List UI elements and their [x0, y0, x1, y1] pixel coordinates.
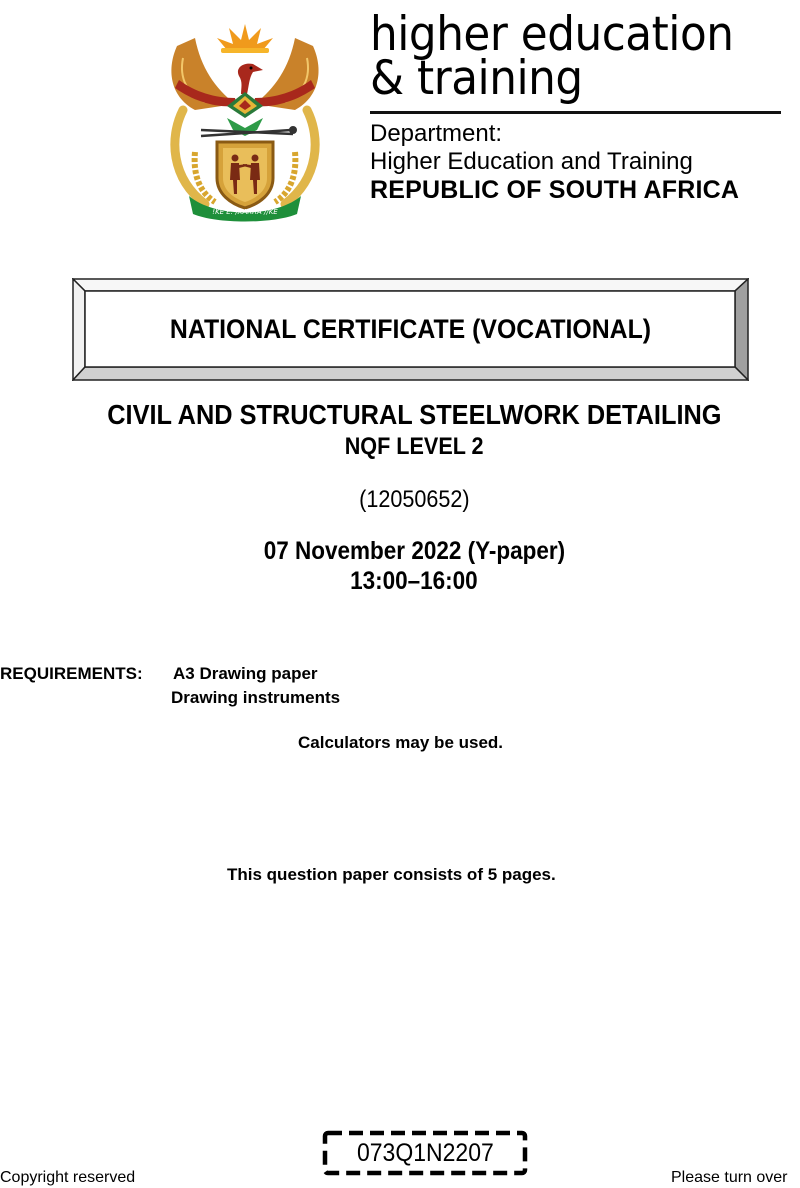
coat-of-arms-icon: [165, 18, 325, 222]
subject-title-row: [0, 399, 800, 431]
requirement-item: A3 Drawing paper: [173, 664, 318, 683]
copyright-notice: Copyright reserved: [0, 1169, 136, 1186]
country-name: REPUBLIC OF SOUTH AFRICA: [370, 176, 740, 204]
requirement-item: Drawing instruments: [171, 688, 341, 707]
motto-text: !KE E: /XARRA //KE: [212, 208, 278, 216]
exam-date: 07 November 2022 (Y-paper): [263, 537, 565, 565]
brand-line-2: & training: [370, 51, 583, 106]
subject-title: CIVIL AND STRUCTURAL STEELWORK DETAILING: [106, 399, 722, 430]
paper-code-box: [322, 1130, 528, 1176]
exam-time-row: [0, 567, 800, 596]
subject-code-row: [0, 486, 800, 514]
page-count-note: This question paper consists of 5 pages.: [227, 865, 556, 884]
department-label: Department:: [370, 120, 503, 147]
certificate-title: NATIONAL CERTIFICATE (VOCATIONAL): [169, 314, 652, 344]
brand-divider: [370, 111, 781, 114]
paper-code: 073Q1N2207: [356, 1138, 494, 1167]
nqf-level: NQF LEVEL 2: [344, 433, 484, 460]
exam-time: 13:00–16:00: [350, 567, 478, 595]
certificate-title-frame: [72, 278, 749, 381]
turn-over-notice: Please turn over: [671, 1169, 788, 1186]
brand-line-1: higher education: [370, 7, 734, 62]
exam-date-row: [0, 537, 800, 566]
calculator-note: Calculators may be used.: [298, 733, 504, 752]
nqf-level-row: [0, 433, 800, 461]
requirements-label: REQUIREMENTS:: [0, 664, 143, 683]
department-name: Higher Education and Training: [370, 148, 693, 175]
subject-code: (12050652): [358, 486, 470, 513]
